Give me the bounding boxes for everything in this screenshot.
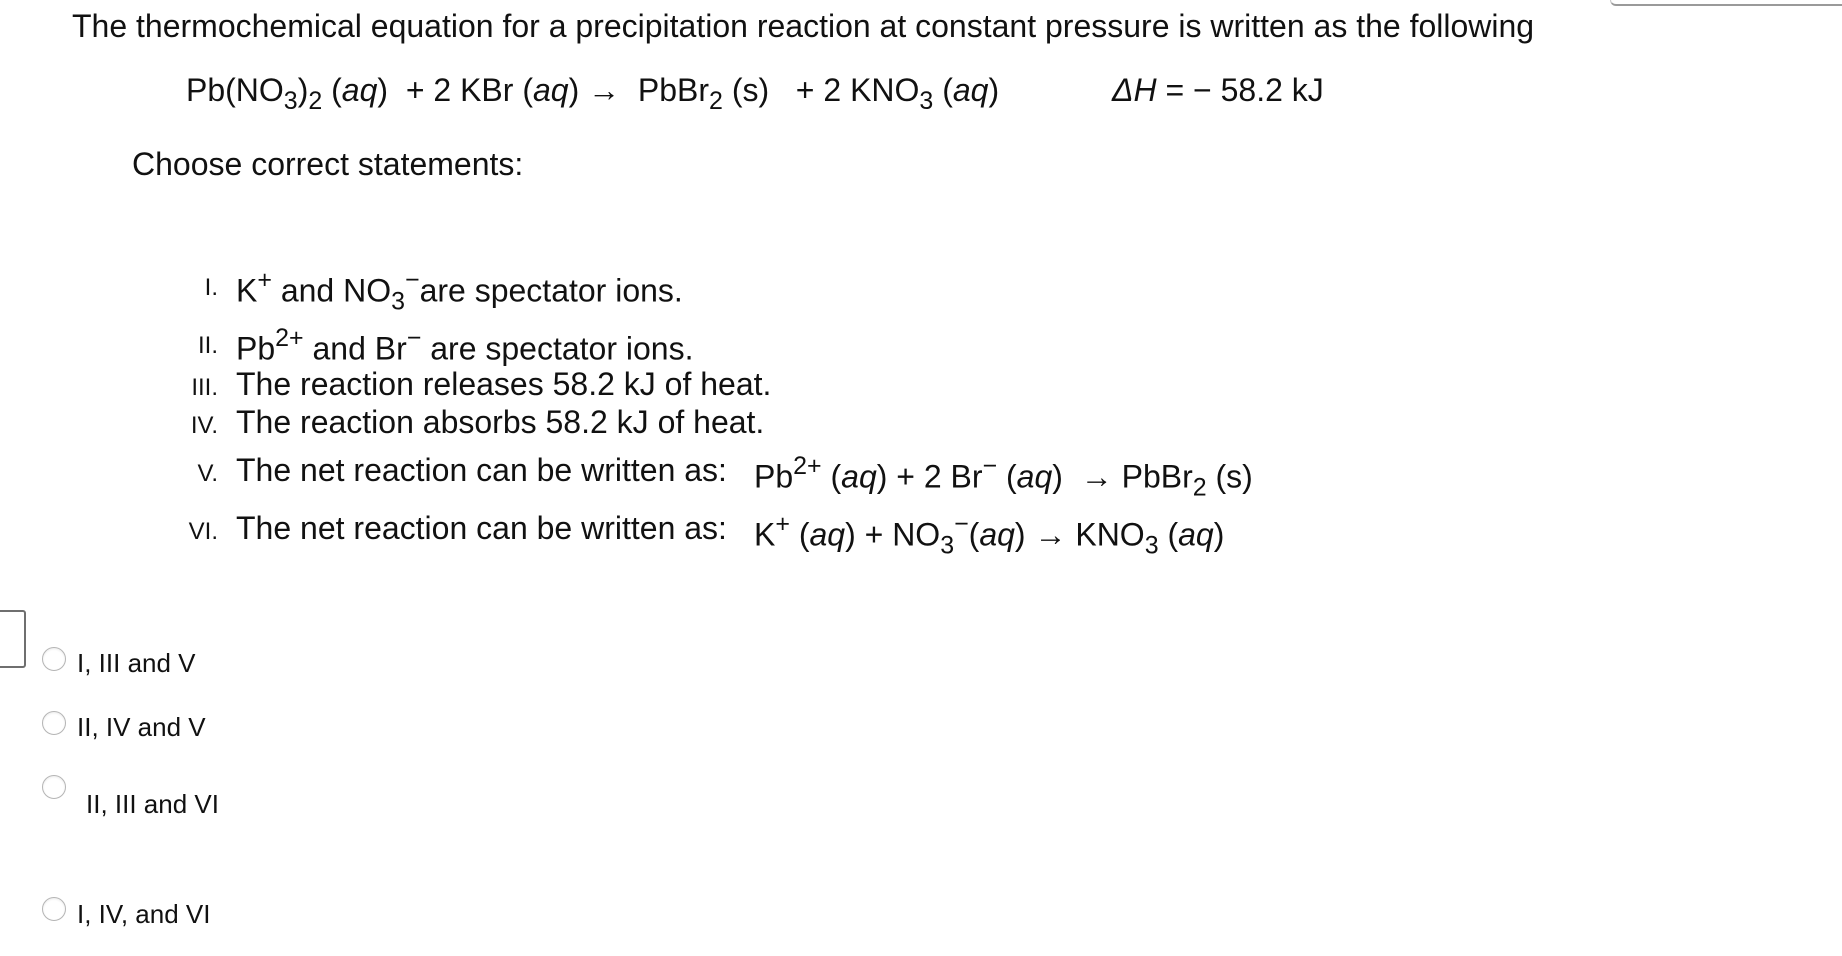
choice-label[interactable]: I, III and V — [77, 648, 196, 678]
statement-text: $Pb^{2+}$ and Br− are spectator ions. — [236, 324, 694, 367]
product-1: PbBr$_2$ — [637, 72, 723, 115]
radio-button[interactable] — [42, 775, 66, 799]
choice-label[interactable]: II, III and VI — [86, 789, 219, 819]
statement-text: The reaction releases 58.2 kJ of heat. — [236, 366, 772, 402]
statement-number: II. — [197, 332, 218, 359]
radio-button[interactable] — [42, 711, 66, 735]
net-reaction-equation: $Pb^{2+}$ (aq) + 2 Br− (aq) → PbBr$_2$ (s) — [754, 452, 1253, 502]
product-1-state: (s) — [731, 72, 770, 108]
enthalpy-change — [1112, 72, 1324, 109]
choice-label[interactable]: I, IV, and VI — [77, 899, 211, 929]
statement-number: III. — [191, 374, 218, 401]
reaction-arrow: → — [588, 72, 621, 108]
thermochemical-equation — [186, 72, 999, 116]
radio-button[interactable] — [42, 897, 66, 921]
statement-number: VI. — [188, 518, 218, 545]
delta-h-symbol: ΔH — [1112, 72, 1157, 108]
statement-number: V. — [197, 460, 218, 487]
reactant-1: $Pb(NO_3)_2$ — [186, 72, 323, 115]
statement-iv — [0, 404, 1842, 454]
statement-i — [0, 266, 1842, 316]
statement-v — [0, 452, 1842, 502]
top-right-panel-edge — [1610, 0, 1842, 6]
statement-number: IV. — [190, 412, 218, 439]
statement-text: K+ and $NO_3^-are$ spectator ions. — [236, 266, 683, 316]
net-reaction-equation: K+ $(aq) + NO_3^-(aq) \to KNO_3$ (aq) — [754, 510, 1225, 560]
reactant-2: + 2 KBr — [405, 72, 514, 108]
statement-text: The reaction absorbs 58.2 kJ of heat. — [236, 404, 765, 440]
reactant-2-state: (aq) — [522, 72, 580, 108]
statement-text: The net reaction can be written as: — [236, 452, 727, 488]
left-edge-input-box — [0, 610, 26, 668]
product-2-state: (aq) — [942, 72, 1000, 108]
product-2: + 2 $KNO_3$ — [795, 72, 934, 115]
statement-vi — [0, 510, 1842, 560]
reactant-1-state: (aq) — [331, 72, 389, 108]
delta-h-value: = − 58.2 kJ — [1165, 72, 1324, 108]
question-prompt: Choose correct statements: — [132, 146, 524, 182]
statement-number: I. — [204, 274, 218, 301]
choice-label[interactable]: II, IV and V — [77, 712, 206, 742]
question-intro: The thermochemical equation for a precipitation reaction at constant pressure is written as the following — [72, 8, 1535, 44]
radio-button[interactable] — [42, 647, 66, 671]
statement-text: The net reaction can be written as: — [236, 510, 727, 546]
